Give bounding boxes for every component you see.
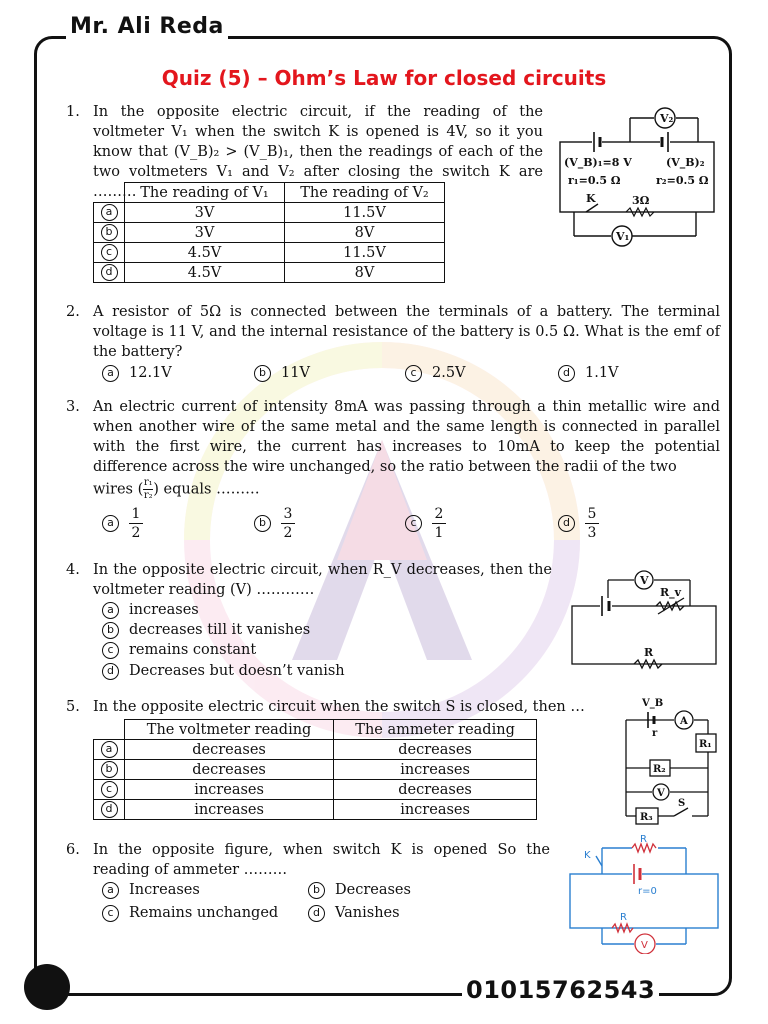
switch-s-label: S — [678, 798, 686, 809]
question-text: In the opposite figure, when switch K is opened So the reading of ammeter ……… — [93, 842, 550, 878]
option-letter[interactable]: a — [101, 741, 118, 758]
table-cell: increases — [125, 780, 334, 800]
voltmeter-label: V — [640, 574, 649, 587]
question-4 — [66, 560, 552, 600]
option-text: 11V — [281, 365, 310, 381]
q5-answer-table — [93, 719, 537, 820]
resistor-label: R — [644, 646, 654, 659]
option-text: remains constant — [129, 642, 257, 658]
table-row[interactable] — [94, 800, 537, 820]
option-c[interactable] — [102, 903, 278, 923]
table-row[interactable] — [94, 203, 445, 223]
fraction-denominator: 1 — [434, 525, 444, 541]
ammeter-label: A — [680, 716, 688, 727]
question-number: 1. — [66, 104, 80, 120]
question-text: In the opposite electric circuit when the switch S is closed, then … — [93, 699, 585, 715]
battery-1-resistance: r₁=0.5 Ω — [568, 174, 621, 187]
option-letter[interactable]: c — [101, 244, 118, 261]
fraction-numerator: 3 — [283, 506, 293, 522]
option-letter[interactable]: b — [101, 761, 118, 778]
option-text: 12.1V — [129, 365, 172, 381]
switch-k-label: K — [584, 850, 591, 861]
fraction-denominator: 2 — [131, 525, 141, 541]
option-text: 1.1V — [585, 365, 619, 381]
option-a[interactable] — [102, 600, 199, 620]
battery-2-resistance: r₂=0.5 Ω — [656, 174, 709, 187]
option-text: 2.5V — [432, 365, 466, 381]
option-d[interactable] — [558, 363, 619, 383]
question-text: wires ( — [93, 481, 144, 498]
option-text: increases — [129, 602, 199, 618]
table-header: The reading of V₁ — [125, 183, 285, 203]
option-c[interactable] — [405, 363, 466, 383]
option-c[interactable] — [405, 506, 446, 541]
fraction-numerator: 5 — [587, 506, 597, 522]
option-d[interactable] — [308, 903, 400, 923]
table-row[interactable] — [94, 760, 537, 780]
table-row[interactable] — [94, 263, 445, 283]
page-title: Quiz (5) – Ohm’s Law for closed circuits — [161, 66, 607, 90]
option-b[interactable] — [102, 620, 310, 640]
option-letter[interactable]: d — [102, 663, 119, 680]
table-header: The ammeter reading — [334, 720, 537, 740]
option-letter[interactable]: c — [102, 642, 119, 659]
table-header: The reading of V₂ — [285, 183, 445, 203]
option-a[interactable] — [102, 506, 143, 541]
option-a[interactable] — [102, 880, 200, 900]
table-cell: increases — [125, 800, 334, 820]
table-cell: 8V — [285, 263, 445, 283]
table-cell: 3V — [125, 223, 285, 243]
voltmeter-label: V — [641, 940, 648, 951]
table-cell: 4.5V — [125, 243, 285, 263]
voltmeter-v2-label: V₂ — [660, 112, 674, 125]
option-c[interactable] — [102, 640, 256, 660]
option-b[interactable] — [254, 506, 295, 541]
option-letter[interactable]: d — [101, 801, 118, 818]
table-cell: decreases — [125, 740, 334, 760]
phone-number: 01015762543 — [462, 976, 659, 1004]
option-letter[interactable]: b — [254, 365, 271, 382]
q6-circuit-figure — [566, 832, 722, 954]
fraction-denominator: 3 — [587, 525, 597, 541]
option-text: Decreases but doesn’t vanish — [129, 663, 345, 679]
corner-dot — [24, 964, 70, 1010]
question-number: 2. — [66, 304, 80, 320]
option-letter[interactable]: c — [405, 365, 422, 382]
question-6 — [66, 840, 550, 880]
question-3-ratio-line — [93, 478, 260, 501]
option-b[interactable] — [254, 363, 310, 383]
table-cell: decreases — [334, 780, 537, 800]
option-letter[interactable]: d — [308, 905, 325, 922]
option-text: decreases till it vanishes — [129, 622, 311, 638]
option-letter[interactable]: b — [254, 515, 271, 532]
option-text: Decreases — [335, 882, 411, 898]
question-number: 4. — [66, 562, 80, 578]
resistor-r3-label: R₃ — [640, 812, 653, 823]
table-header: The voltmeter reading — [125, 720, 334, 740]
option-letter[interactable]: c — [102, 905, 119, 922]
question-number: 3. — [66, 399, 80, 415]
option-letter[interactable]: c — [101, 781, 118, 798]
table-cell: 4.5V — [125, 263, 285, 283]
table-row[interactable] — [94, 740, 537, 760]
table-cell: decreases — [125, 760, 334, 780]
option-text: Vanishes — [335, 905, 400, 921]
table-cell: increases — [334, 760, 537, 780]
option-letter[interactable]: d — [101, 264, 118, 281]
resistor-r2-label: R₂ — [653, 764, 666, 775]
option-letter[interactable]: c — [405, 515, 422, 532]
question-3 — [66, 397, 720, 479]
option-letter[interactable]: a — [102, 515, 119, 532]
option-letter[interactable]: a — [101, 204, 118, 221]
option-letter[interactable]: a — [102, 882, 119, 899]
voltmeter-v1-label: V₁ — [616, 230, 630, 243]
internal-resistance-label: r=0 — [638, 886, 657, 897]
question-2 — [66, 302, 720, 362]
table-cell: 11.5V — [285, 243, 445, 263]
option-a[interactable] — [102, 363, 172, 383]
question-number: 6. — [66, 842, 80, 858]
question-text: In the opposite electric circuit, when R_V decreases, then the voltmeter reading (V) ………… — [93, 562, 552, 598]
q5-circuit-figure — [612, 692, 722, 826]
option-text: Increases — [129, 882, 200, 898]
table-cell: increases — [334, 800, 537, 820]
q4-circuit-figure — [568, 568, 720, 670]
q1-circuit-figure — [556, 104, 720, 252]
battery-2-emf: (V_B)₂ — [666, 156, 705, 169]
fraction-denominator: 2 — [283, 525, 293, 541]
battery-1-emf: (V_B)₁=8 V — [564, 156, 632, 169]
q1-answer-table — [93, 182, 445, 283]
option-letter[interactable]: b — [308, 882, 325, 899]
voltmeter-label: V — [657, 788, 665, 799]
table-cell: 3V — [125, 203, 285, 223]
option-d[interactable] — [102, 661, 345, 681]
internal-resistance-label: r — [652, 728, 658, 739]
table-cell: 8V — [285, 223, 445, 243]
battery-emf-label: V_B — [642, 698, 664, 709]
ratio-denominator: r₂ — [143, 490, 153, 501]
option-letter[interactable]: d — [558, 515, 575, 532]
resistor-top-label: R — [640, 834, 647, 845]
question-number: 5. — [66, 699, 80, 715]
option-text: Remains unchanged — [129, 905, 279, 921]
question-text: An electric current of intensity 8mA was passing through a thin metallic wire and when another wire of the same metal and the same length is connected in parallel with the first wire, the current has increases to 10mA to keep the potential difference across the wire unchanged, so the ratio between the radii of the two — [93, 399, 720, 475]
table-row[interactable] — [94, 243, 445, 263]
author-name: Mr. Ali Reda — [66, 14, 228, 39]
variable-resistor-label: R_v — [660, 586, 682, 599]
table-cell: decreases — [334, 740, 537, 760]
switch-k-label: K — [586, 192, 596, 205]
question-5 — [66, 697, 626, 717]
option-letter[interactable]: a — [102, 602, 119, 619]
table-row[interactable] — [94, 223, 445, 243]
ratio-numerator: r₁ — [143, 477, 153, 488]
fraction-numerator: 2 — [434, 506, 444, 522]
option-d[interactable] — [558, 506, 599, 541]
option-letter[interactable]: b — [102, 622, 119, 639]
option-b[interactable] — [308, 880, 411, 900]
resistor-label: 3Ω — [632, 194, 650, 207]
option-letter[interactable]: d — [558, 365, 575, 382]
resistor-bottom-label: R — [620, 912, 627, 923]
option-letter[interactable]: a — [102, 365, 119, 382]
question-text: ) equals ……… — [153, 481, 260, 498]
question-text: In the opposite electric circuit, if the reading of the voltmeter V₁ when the switch K is opened is 4V, so it you know that (V_B)₂ > (V_B)₁, then the readings of each of the two voltmeters V₁ and V₂ after closing the switch K are ……… — [93, 104, 543, 200]
table-cell: 11.5V — [285, 203, 445, 223]
resistor-r1-label: R₁ — [699, 739, 712, 750]
question-text: A resistor of 5Ω is connected between the terminals of a battery. The terminal voltage is 11 V, and the internal resistance of the battery is 0.5 Ω. What is the emf of the battery? — [93, 304, 720, 360]
table-row[interactable] — [94, 780, 537, 800]
fraction-numerator: 1 — [131, 506, 141, 522]
option-letter[interactable]: b — [101, 224, 118, 241]
